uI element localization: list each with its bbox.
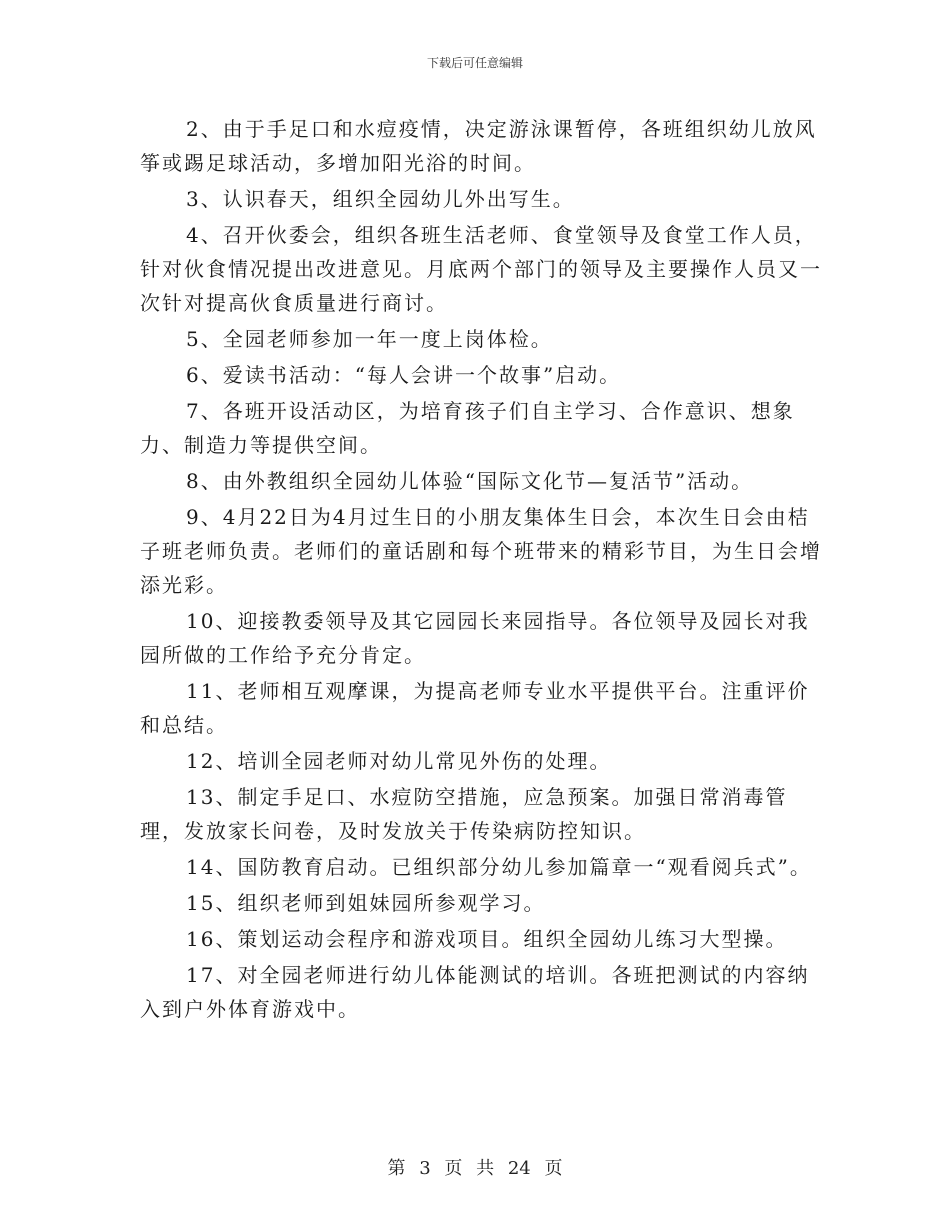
document-body [140, 112, 830, 1028]
paragraph-item-16: 16、策划运动会程序和游戏项目。组织全园幼儿练习大型操。 [186, 927, 788, 951]
paragraph-item-9: 9、4月22日为4月过生日的小朋友集体生日会，本次生日会由桔子班老师负责。老师们的童话剧和每个班带来的精彩节目，为生日会增添光彩。 [140, 505, 822, 597]
paragraph-item-13: 13、制定手足口、水痘防空措施，应急预案。加强日常消毒管理，发放家长问卷，及时发放关于传染病防控知识。 [140, 785, 788, 843]
paragraph-item-10: 10、迎接教委领导及其它园园长来园指导。各位领导及园长对我园所做的工作给予充分肯定。 [140, 609, 810, 667]
paragraph-item-17: 17、对全园老师进行幼儿体能测试的培训。各班把测试的内容纳入到户外体育游戏中。 [140, 963, 810, 1021]
paragraph-item-8: 8、由外教组织全园幼儿体验“国际文化节—复活节”活动。 [186, 469, 754, 493]
paragraph-item-7: 7、各班开设活动区，为培育孩子们自主学习、合作意识、想象力、制造力等提供空间。 [140, 399, 795, 457]
paragraph-item-15: 15、组织老师到姐妹园所参观学习。 [186, 891, 546, 915]
header-note: 下载后可任意编辑 [426, 56, 523, 70]
page-number-footer: 第 3 页 共 24 页 [387, 1158, 563, 1179]
paragraph-item-2: 2、由于手足口和水痘疫情，决定游泳课暂停，各班组织幼儿放风筝或踢足球活动，多增加阳光浴的时间。 [140, 117, 817, 175]
paragraph-item-5: 5、全园老师参加一年一度上岗体检。 [186, 327, 553, 351]
paragraph-item-3: 3、认识春天，组织全园幼儿外出写生。 [186, 187, 575, 211]
paragraph-item-12: 12、培训全园老师对幼儿常见外伤的处理。 [186, 749, 612, 773]
paragraph-item-4: 4、召开伙委会，组织各班生活老师、食堂领导及食堂工作人员，针对伙食情况提出改进意见。月底两个部门的领导及主要操作人员又一次针对提高伙食质量进行商讨。 [140, 223, 822, 315]
paragraph-item-14: 14、国防教育启动。已组织部分幼儿参加篇章一“观看阅兵式”。 [186, 855, 812, 879]
paragraph-item-6: 6、爱读书活动：“每人会讲一个故事”启动。 [186, 363, 622, 387]
paragraph-item-11: 11、老师相互观摩课，为提高老师专业水平提供平台。注重评价和总结。 [140, 679, 810, 737]
